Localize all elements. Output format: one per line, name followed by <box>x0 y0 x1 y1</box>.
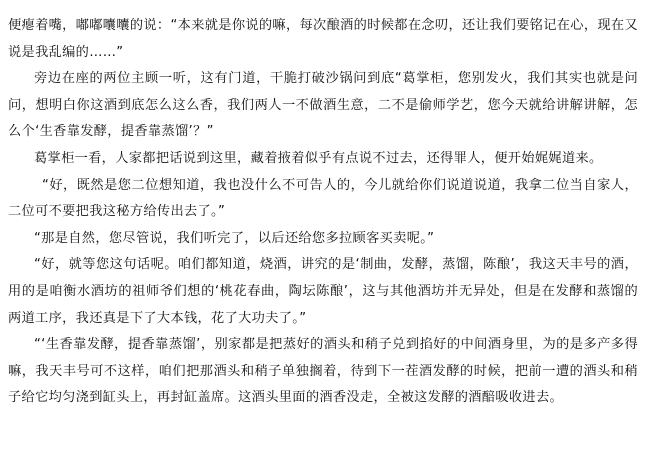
paragraph: “好，就等您这句话呢。咱们都知道，烧酒，讲究的是‘制曲，发酵，蒸馏，陈酿’，我这天丰号的酒，用的是咱衡水酒坊的祖师爷们想的‘桃花春曲，陶坛陈酿’，这与其他酒坊并无异处，但是在发酵和蒸馏的两道工序，我还真是下了大本钱，花了大功夫了。” <box>8 257 638 326</box>
paragraph: “那是自然，您尽管说，我们听完了，以后还给您多拉顾客买卖呢。” <box>34 230 435 246</box>
paragraph: 便瘪着嘴，嘟嘟囔囔的说：“本来就是你说的嘛，每次酿酒的时候都在念叨，还让我们要铭记在心，现在又说是我乱编的……” <box>8 18 638 60</box>
paragraph: “好，既然是您二位想知道，我也没什么不可告人的，今儿就给你们说道说道，我拿二位当自家人，二位可不要把我这秘方给传出去了。” <box>8 177 638 220</box>
paragraph: 旁边在座的两位主顾一听，这有门道，干脆打破沙锅问到底“葛掌柜，您别发火，我们其实也就是问问，想明白你这酒到底怎么这么香，我们两人一不做酒生意，二不是偷师学艺，您今天就给讲解讲解，怎么个‘生香靠发酵，提香靠蒸馏’？” <box>8 71 638 140</box>
paragraph: 葛掌柜一看，人家都把话说到这里，藏着掖着似乎有点说不过去，还得罪人，便开始娓娓道来。 <box>34 150 603 166</box>
document-body <box>8 13 638 412</box>
paragraph: “‘生香靠发酵，提香靠蒸馏’，别家都是把蒸好的酒头和稍子兑到掐好的中间酒身里，为的是多产多得嘛，我天丰号可不这样，咱们把那酒头和稍子单独搁着，待到下一茬酒发酵的时候，把前一遭的酒头和稍子给它均匀浇到缸头上，再封缸盖席。这酒头里面的酒香没走，全被这发酵的酒醅吸收进去。 <box>8 337 638 406</box>
